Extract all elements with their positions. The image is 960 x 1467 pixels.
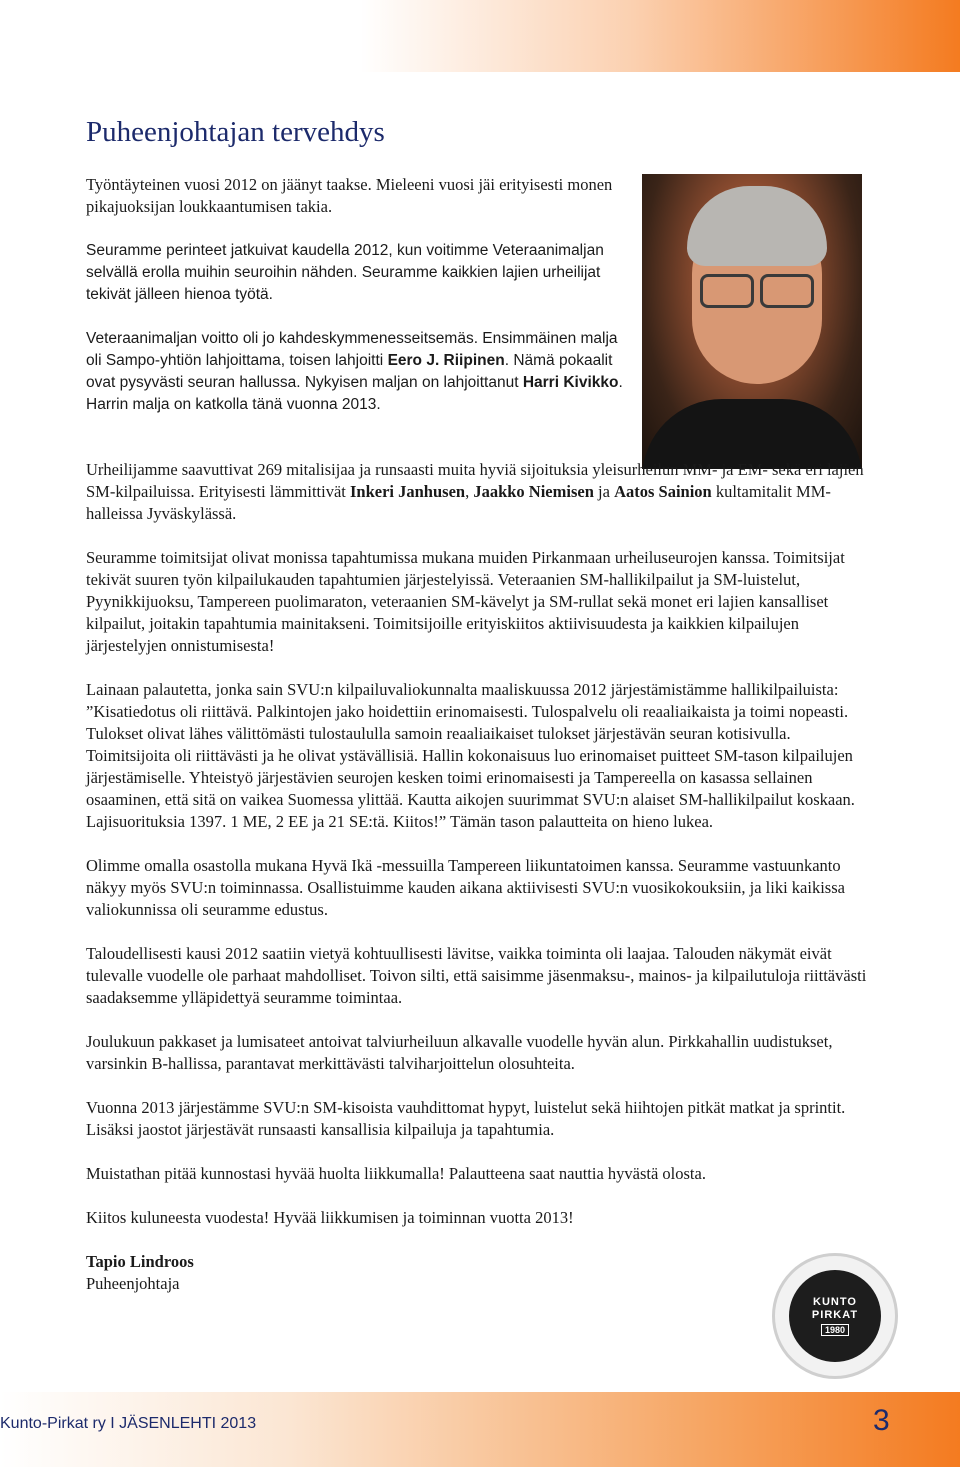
- intro-section: [86, 174, 626, 438]
- signature-role: Puheenjohtaja: [86, 1274, 180, 1293]
- kunto-pirkat-logo: KUNTO PIRKAT 1980: [772, 1253, 898, 1379]
- intro-paragraph-3: Veteraanimaljan voitto oli jo kahdeskymmenesseitsemäs. Ensimmäinen malja oli Sampo-yhtiön lahjoittama, toisen lahjoitti Eero J. Riipinen. Nämä pokaalit ovat pysyvästi seuran hallussa. Nykyisen maljan on lahjoittanut Harri Kivikko. Harrin malja on katkolla tänä vuonna 2013.: [86, 330, 623, 413]
- paragraph-thanks: Kiitos kuluneesta vuodesta! Hyvää liikkumisen ja toiminnan vuotta 2013!: [86, 1208, 574, 1227]
- paragraph-fair: Olimme omalla osastolla mukana Hyvä Ikä -messuilla Tampereen liikuntatoimen kanssa. Seuramme vastuunkanto näkyy myös SVU:n toiminnassa. Osallistuimme kauden aikana aktiivisesti SVU:n vuosikokouksiin, ja liki kaikissa valiokunnissa oli seuramme edustus.: [86, 856, 845, 919]
- chairman-portrait-photo: [642, 174, 862, 469]
- footer-publication-label: Kunto-Pirkat ry I JÄSENLEHTI 2013: [0, 1415, 257, 1432]
- page-title: Puheenjohtajan tervehdys: [86, 116, 385, 148]
- intro-paragraph-2: Seuramme perinteet jatkuivat kaudella 2012, kun voitimme Veteraanimaljan selvällä erolla muihin seuroihin nähden. Seuramme kaikkien lajien urheilijat tekivät jälleen hienoa työtä.: [86, 242, 604, 303]
- donor-name-1: Eero J. Riipinen: [387, 352, 505, 369]
- paragraph-winter: Joulukuun pakkaset ja lumisateet antoivat talviurheiluun alkavalle vuodelle hyvän alun. Pirkkahallin uudistukset, varsinkin B-hallissa, parantavat merkittävästi talviharjoittelun olosuhteita.: [86, 1032, 833, 1073]
- paragraph-feedback: Lainaan palautetta, jonka sain SVU:n kilpailuvaliokunnalta maaliskuussa 2012 järjestämistämme hallikilpailuista: ”Kisatiedotus oli riittävä. Palkintojen jako hoidettiin erinomaisesti. Tulospalvelu oli reaaliaikaista ja toimi nopeasti. Tulokset olivat lähes välittömästi tulostaululla samoin reaaliaikaiset tulokset järjestävän seuran kotisivulla. Toimitsijoita oli riittävästi ja he olivat ystävällisiä. Hallin kokonaisuus luo erinomaiset puitteet SM-tason kilpailujen järjestämiselle. Yhteistyö järjestävien seurojen kesken toimi erinomaisesti ja Tampereella on kasassa sellainen osaaminen, että sitä on vaikea Suomessa ylittää. Kautta aikojen suurimmat SVU:n alaiset SM-hallikilpailut koskaan. Lajisuorituksia 1397. 1 ME, 2 EE ja 21 SE:tä. Kiitos!” Tämän tason palautteita on hieno lukea.: [86, 680, 855, 831]
- paragraph-2013-events: Vuonna 2013 järjestämme SVU:n SM-kisoista vauhdittomat hypyt, luistelut sekä hiihtojen pitkät matkat ja sprintit. Lisäksi jaostot järjestävät runsaasti kansallisia kilpailuja ja tapahtumia.: [86, 1098, 846, 1139]
- donor-name-2: Harri Kivikko: [522, 374, 619, 391]
- athlete-name-3: Aatos Sainion: [614, 482, 712, 501]
- intro-paragraph-1: Työntäyteinen vuosi 2012 on jäänyt taakse. Mieleeni vuosi jäi erityisesti monen pikajuoksijan loukkaantumisen takia.: [86, 175, 613, 216]
- signature-name: Tapio Lindroos: [86, 1252, 194, 1271]
- paragraph-finances: Taloudellisesti kausi 2012 saatiin vietyä kohtuullisesti lävitse, vaikka toiminta oli laajaa. Talouden näkymät eivät tulevalle vuodelle ole parhaat mahdolliset. Toivon silti, että saisimme jäsenmaksu-, mainos- ja kilpailutuloja riittävästi saadaksemme ylläpidettyä seuramme toimintaa.: [86, 944, 867, 1007]
- article-body: [86, 459, 876, 1295]
- paragraph-health: Muistathan pitää kunnostasi hyvää huolta liikkumalla! Palautteena saat nauttia hyvästä olosta.: [86, 1164, 706, 1183]
- athlete-name-1: Inkeri Janhusen: [349, 482, 466, 501]
- paragraph-officials: Seuramme toimitsijat olivat monissa tapahtumissa mukana muiden Pirkanmaan urheiluseurojen kanssa. Toimitsijat tekivät suuren työn kilpailukauden tapahtumien järjestelyissä. Veteraanien SM-hallikilpailut ja SM-luistelut, Pyynikkijuoksu, Tampereen puolimaraton, veteraanien SM-kävelyt ja SM-rullat sekä monet eri lajien kansalliset kilpailut, joitakin tapahtumia mainitakseni. Toimitsijoille erityiskiitos aktiivisuudesta ja kaikkien kilpailujen järjestelyjen onnistumisesta!: [86, 548, 845, 655]
- athlete-name-2: Jaakko Niemisen: [473, 482, 594, 501]
- signature-block: [86, 1251, 876, 1295]
- paragraph-medals: Urheilijamme saavuttivat 269 mitalisijaa ja runsaasti muita hyviä sijoituksia yleisurheilun MM- ja EM- sekä eri lajien SM-kilpailuissa. Erityisesti lämmittivät Inkeri Janhusen, Jaakko Niemisen ja Aatos Sainion kultamitalit MM-halleissa Jyväskylässä.: [86, 460, 864, 523]
- top-header-gradient: [360, 0, 960, 72]
- page-number: 3: [873, 1404, 890, 1437]
